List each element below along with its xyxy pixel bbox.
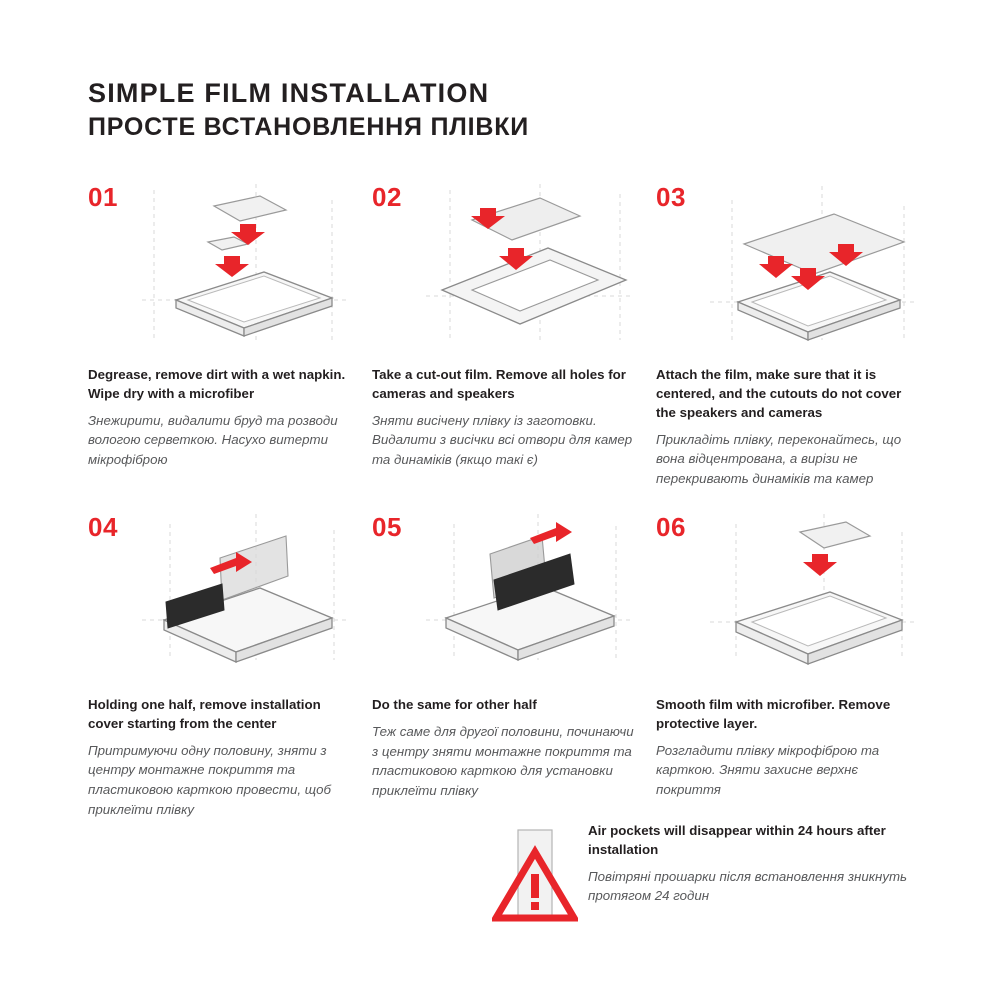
step-captions: [88, 366, 350, 470]
footer-note-uk: Повітряні прошарки після встановлення зникнуть протягом 24 годин: [588, 868, 908, 904]
step-number: 04: [88, 512, 118, 542]
attach-film-centered-illustration: [704, 180, 928, 348]
step-number: 06: [656, 512, 686, 542]
step-caption-uk: Розгладити плівку мікрофіброю та карткою. Зняти захисне верхнє покриття: [656, 742, 880, 798]
page-title-en: SIMPLE FILM INSTALLATION: [88, 78, 490, 108]
peel-other-half-illustration: [420, 510, 644, 678]
step-caption-en: Take a cut-out film. Remove all holes for cameras and speakers: [372, 367, 626, 401]
step-06: [656, 510, 928, 830]
step-number: 03: [656, 182, 686, 212]
step-number: 01: [88, 182, 118, 212]
step-caption-uk: Зняти висічену плівку із заготовки. Видалити з висічки всі отвори для камер та динаміків (якщо такі є): [372, 412, 633, 468]
peel-half-from-center-illustration: [136, 510, 360, 678]
step-captions: [656, 366, 918, 489]
step-05: [372, 510, 644, 830]
step-caption-en: Holding one half, remove installation cover starting from the center: [88, 697, 321, 731]
page-title-uk: ПРОСТЕ ВСТАНОВЛЕННЯ ПЛІВКИ: [88, 113, 530, 142]
steps-grid: [88, 180, 928, 830]
step-caption-en: Attach the film, make sure that it is centered, and the cutouts do not cover the speakers and cameras: [656, 367, 902, 420]
footer-note: [492, 822, 928, 927]
step-caption-en: Do the same for other half: [372, 697, 537, 712]
cut-out-film-holes-illustration: [420, 180, 644, 348]
step-caption-uk: Знежирити, видалити бруд та розводи вологою серветкою. Насухо витерти мікрофіброю: [88, 412, 338, 468]
step-04: [88, 510, 360, 830]
step-captions: [656, 696, 918, 800]
footer-note-en: Air pockets will disappear within 24 hours after installation: [588, 823, 886, 857]
step-captions: [88, 696, 350, 819]
step-number: 02: [372, 182, 402, 212]
step-captions: [372, 366, 634, 470]
step-caption-uk: Прикладіть плівку, переконайтесь, що вона відцентрована, а вирізи не перекривають динаміків та камер: [656, 431, 902, 486]
step-caption-uk: Притримуючи одну половину, зняти з центру монтажне покриття та пластиковою карткою провести, щоб приклеїти плівку: [88, 742, 331, 817]
step-captions: [372, 696, 634, 801]
footer-text: [578, 822, 928, 906]
napkin-wipe-phone-illustration: [136, 180, 360, 348]
step-caption-en: Smooth film with microfiber. Remove protective layer.: [656, 697, 891, 731]
step-03: [656, 180, 928, 510]
warning-triangle-icon: [492, 822, 578, 927]
step-01: [88, 180, 360, 510]
step-caption-uk: Теж саме для другої половини, починаючи з центру зняти монтажне покриття та пластиковою карткою для установки приклеїти плівку: [372, 723, 634, 798]
smooth-microfiber-remove-layer-illustration: [704, 510, 928, 678]
step-caption-en: Degrease, remove dirt with a wet napkin. Wipe dry with a microfiber: [88, 367, 346, 401]
step-number: 05: [372, 512, 402, 542]
page-header: [88, 78, 928, 142]
step-02: [372, 180, 644, 510]
